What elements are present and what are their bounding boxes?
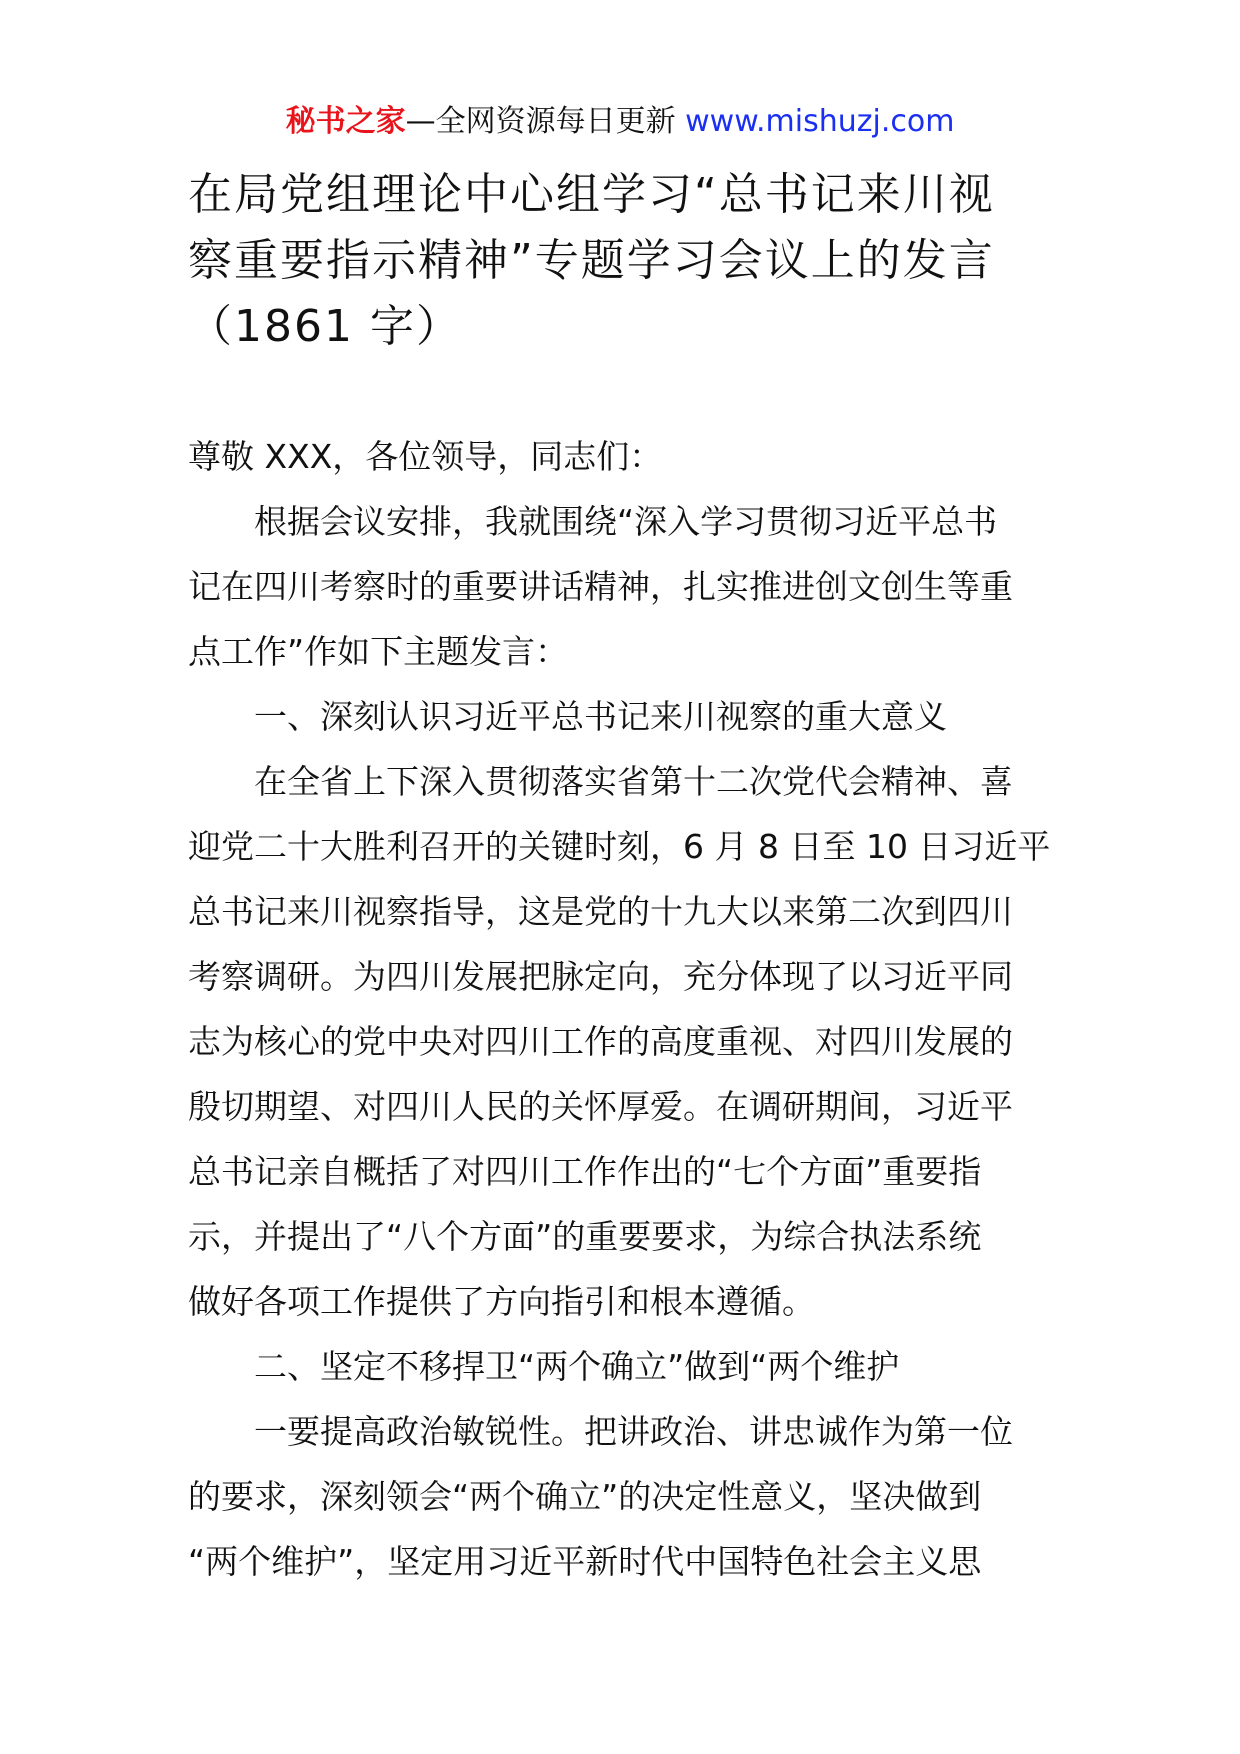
document-title bbox=[188, 162, 1058, 360]
paragraph-line: “两个维护”，坚定用习近平新时代中国特色社会主义思 bbox=[188, 1542, 982, 1581]
paragraph-line: 志为核心的党中央对四川工作的高度重视、对四川发展的 bbox=[188, 1022, 1013, 1061]
paragraph-line: 示，并提出了“八个方面”的重要要求，为综合执法系统 bbox=[188, 1217, 982, 1256]
paragraph-line: 一要提高政治敏锐性。把讲政治、讲忠诚作为第一位 bbox=[254, 1412, 1013, 1451]
site-tagline: —全网资源每日更新 bbox=[405, 104, 686, 139]
section-heading: 一、深刻认识习近平总书记来川视察的重大意义 bbox=[254, 697, 947, 736]
paragraph-line: 做好各项工作提供了方向指引和根本遵循。 bbox=[188, 1282, 815, 1321]
paragraph-line: 在全省上下深入贯彻落实省第十二次党代会精神、喜 bbox=[254, 762, 1013, 801]
document-body bbox=[188, 424, 1058, 1594]
section-heading: 二、坚定不移捍卫“两个确立”做到“两个维护 bbox=[254, 1347, 900, 1386]
paragraph-line: 根据会议安排，我就围绕“深入学习贯彻习近平总书 bbox=[254, 502, 998, 541]
paragraph-line: 的要求，深刻领会“两个确立”的决定性意义，坚决做到 bbox=[188, 1477, 982, 1516]
paragraph-line: 迎党二十大胜利召开的关键时刻，6 月 8 日至 10 日习近平 bbox=[188, 827, 1051, 866]
site-brand: 秘书之家 bbox=[285, 104, 406, 139]
paragraph-line: 总书记亲自概括了对四川工作作出的“七个方面”重要指 bbox=[188, 1152, 982, 1191]
paragraph-line: 总书记来川视察指导，这是党的十九大以来第二次到四川 bbox=[188, 892, 1013, 931]
site-url-link[interactable]: www.mishuzj.com bbox=[685, 104, 955, 139]
title-line: 在局党组理论中心组学习“总书记来川视 bbox=[188, 169, 995, 220]
site-header bbox=[0, 100, 1240, 144]
salutation: 尊敬 XXX，各位领导，同志们： bbox=[188, 437, 663, 476]
paragraph-line: 记在四川考察时的重要讲话精神，扎实推进创文创生等重 bbox=[188, 567, 1013, 606]
title-line: （1861 字） bbox=[188, 301, 462, 352]
paragraph-line: 点工作”作如下主题发言： bbox=[188, 632, 569, 671]
paragraph-line: 考察调研。为四川发展把脉定向，充分体现了以习近平同 bbox=[188, 957, 1013, 996]
title-line: 察重要指示精神”专题学习会议上的发言 bbox=[188, 235, 995, 286]
paragraph-line: 殷切期望、对四川人民的关怀厚爱。在调研期间，习近平 bbox=[188, 1087, 1013, 1126]
